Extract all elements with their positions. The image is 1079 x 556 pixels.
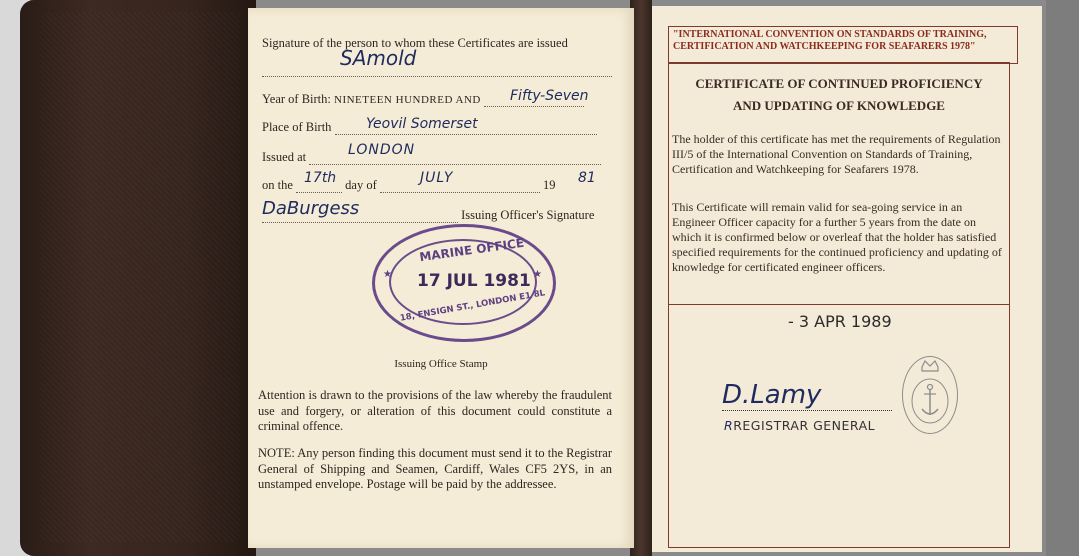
marine-office-stamp [372,224,556,342]
booklet-cover [20,0,256,556]
requirements-paragraph: The holder of this certificate has met the requirements of Regulation III/5 of the International Convention on Standards of Training, Certification and Watchkeeping for Seafarers 1978. [672,132,1001,176]
certificate-title-line1: CERTIFICATE OF CONTINUED PROFICIENCY [695,76,983,91]
convention-title: "INTERNATIONAL CONVENTION ON STANDARDS OF TRAINING, CERTIFICATION AND WATCHKEEPING FOR SEAFARERS 1978" [668,26,1018,64]
registrar-signature-line [722,410,892,411]
stamp-date: 17 JUL 1981 [417,271,531,291]
day-value: 17th [304,170,337,186]
year-of-birth-label: Year of Birth: [262,92,331,106]
year-prefix: 19 [543,178,556,192]
stamp-top-text: MARINE OFFICE [418,235,525,265]
stamp-caption: Issuing Office Stamp [394,358,488,370]
star-icon: ★ [383,269,392,280]
issued-at-value: LONDON [348,142,416,158]
year-value: 81 [578,170,596,186]
confirmation-date-stamp: - 3 APR 1989 [788,312,892,331]
place-of-birth-label: Place of Birth [262,120,332,134]
section-divider [668,304,1010,305]
stamp-bottom-text: 18, ENSIGN ST., LONDON E1 8L [399,288,546,324]
day-of-label: day of [345,178,377,192]
officer-signature: DaBurgess [262,198,360,219]
holder-signature: SAmold [340,46,417,70]
registrar-signature: D.Lamy [722,380,822,410]
certificate-title-line2: AND UPDATING OF KNOWLEDGE [733,98,945,113]
note-text: NOTE: Any person finding this document must send it to the Registrar General of Shipping and Seamen, Cardiff, Wales CF5 2YS, in an unstamped envelope. Postage will be paid by the addressee. [258,446,612,491]
anchor-crown-icon [903,357,957,433]
registrar-label-row [724,418,875,433]
place-of-birth-value: Yeovil Somerset [366,116,478,132]
registrar-seal [902,356,958,434]
issued-at-label: Issued at [262,150,307,164]
year-of-birth-value: Fifty-Seven [510,88,589,104]
right-page [652,6,1042,552]
cover-texture [40,12,240,542]
signature-label: Signature of the person to whom these Certificates are issued [262,36,568,50]
month-value: JULY [420,170,454,186]
signature-row [262,36,612,51]
star-icon: ★ [533,269,542,280]
registrar-label: REGISTRAR GENERAL [733,418,876,433]
on-the-label: on the [262,178,293,192]
officer-signature-label: Issuing Officer's Signature [461,208,595,222]
attention-text: Attention is drawn to the provisions of the law whereby the fraudulent use and forgery, or alteration of this document could constitute a criminal offence. [258,388,612,433]
validity-paragraph: This Certificate will remain valid for sea-going service in an Engineer Officer capacity for a further 5 years from the date on which it is confirmed below or overleaf that the holder has satisfied specified requirements for the continued proficiency and updating of knowledge for certificated engineer officers. [672,200,1002,274]
year-of-birth-print: NINETEEN HUNDRED AND [334,94,481,106]
issued-at-row [262,150,612,165]
left-page [248,8,634,548]
background-right [1046,0,1079,556]
signature-line [262,62,612,77]
registrar-prefix: R [724,418,734,433]
